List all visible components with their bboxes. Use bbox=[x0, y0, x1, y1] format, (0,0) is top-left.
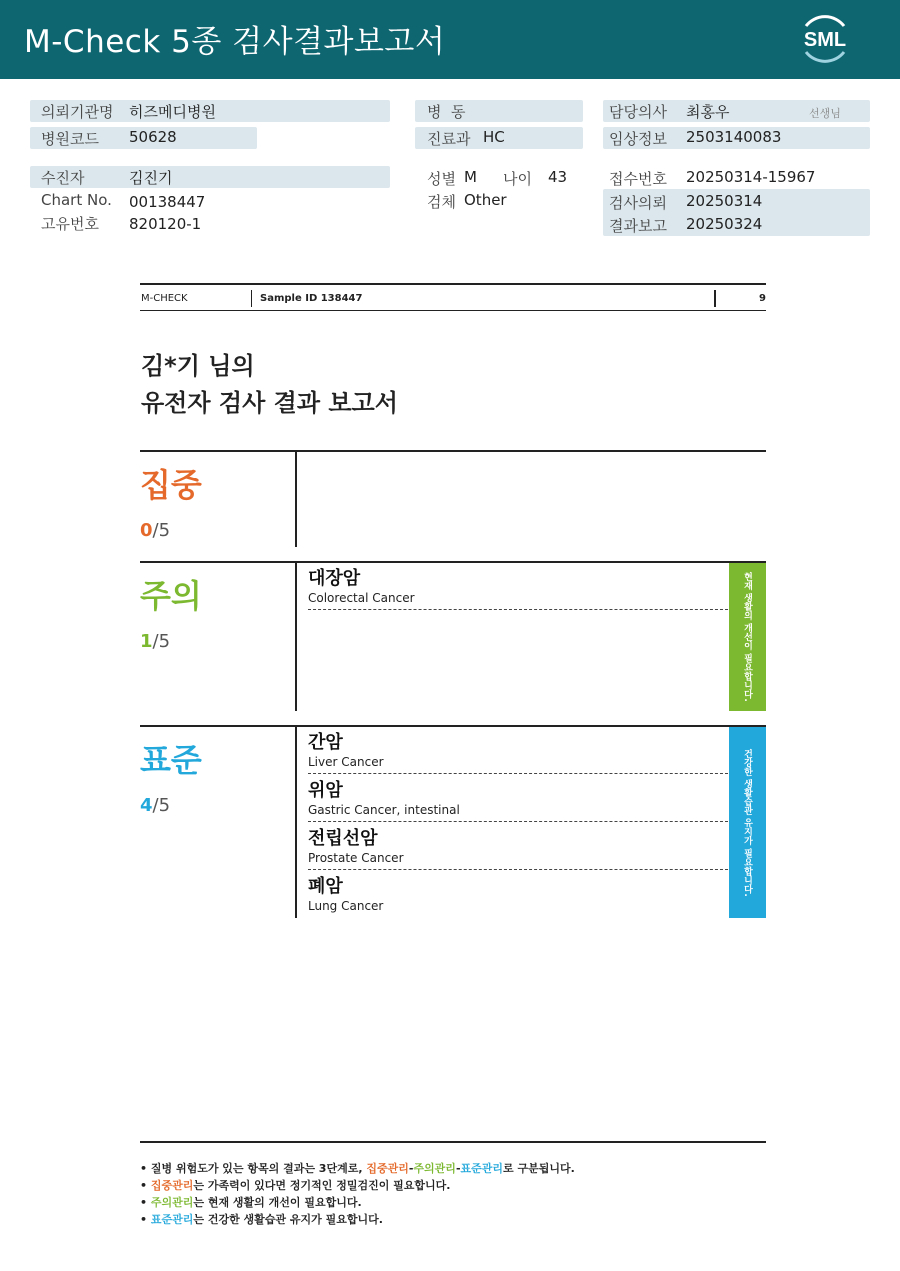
footnote-4 bbox=[140, 1211, 383, 1227]
report-top-rule bbox=[140, 283, 766, 285]
disease-name-ko: 간암 bbox=[308, 732, 343, 753]
report-brand: M-CHECK bbox=[141, 293, 188, 304]
caution-side-bar bbox=[729, 563, 766, 711]
disease-name-ko: 폐암 bbox=[308, 876, 343, 897]
chart-no-value: 00138447 bbox=[129, 193, 206, 211]
institution-label: 의뢰기관명 bbox=[41, 103, 114, 121]
doctor-label: 담당의사 bbox=[609, 103, 667, 121]
doctor-value: 최홍우 bbox=[686, 103, 730, 121]
focus-top-rule bbox=[140, 450, 766, 452]
caution-vertical-rule bbox=[295, 561, 297, 711]
disease-gastric bbox=[308, 780, 728, 818]
clinical-info-label: 임상정보 bbox=[609, 130, 667, 148]
specimen-label: 검체 bbox=[427, 193, 456, 211]
disease-liver bbox=[308, 732, 728, 770]
standard-side-text: 건강한 생활습관 유지가 필요합니다. bbox=[742, 748, 752, 897]
disease-separator bbox=[308, 821, 728, 822]
age-value: 43 bbox=[548, 168, 568, 186]
sex-label: 성별 bbox=[427, 170, 456, 188]
focus-category-name: 집중 bbox=[140, 466, 202, 504]
caution-side-text: 현재 생활의 개선이 필요합니다. bbox=[742, 572, 752, 702]
bullet: • bbox=[140, 1179, 148, 1192]
bullet: • bbox=[140, 1213, 148, 1226]
report-title: M-Check 5종 검사결과보고서 bbox=[24, 24, 446, 60]
receipt-no-value: 20250314-15967 bbox=[686, 168, 816, 186]
hospital-code-label: 병원코드 bbox=[41, 130, 99, 148]
caution-count-total: /5 bbox=[152, 631, 171, 652]
focus-count bbox=[140, 520, 170, 541]
clinical-info-value: 2503140083 bbox=[686, 128, 782, 146]
receipt-no-label: 접수번호 bbox=[609, 170, 667, 188]
bullet: • bbox=[140, 1162, 148, 1175]
footnote-1-sep2: - bbox=[455, 1162, 461, 1175]
chart-no-label: Chart No. bbox=[41, 191, 112, 209]
sample-id: Sample ID 138447 bbox=[260, 293, 363, 304]
caution-top-rule bbox=[140, 561, 766, 563]
test-request-value: 20250314 bbox=[686, 192, 763, 210]
disease-name-en: Liver Cancer bbox=[308, 755, 384, 769]
report-title-line1: 김*기 님의 bbox=[141, 352, 255, 380]
footnote-2 bbox=[140, 1177, 451, 1193]
department-label: 진료과 bbox=[427, 130, 471, 148]
standard-count-value: 4 bbox=[140, 795, 153, 816]
footnote-2-rest: 는 가족력이 있다면 정기적인 정밀검진이 필요합니다. bbox=[193, 1179, 451, 1192]
footnote-3-rest: 는 현재 생활의 개선이 필요합니다. bbox=[193, 1196, 362, 1209]
standard-category-name: 표준 bbox=[140, 741, 202, 779]
sex-value: M bbox=[464, 168, 477, 186]
disease-name-ko: 전립선암 bbox=[308, 828, 378, 849]
specimen-value: Other bbox=[464, 191, 507, 209]
footnote-1-caution: 주의관리 bbox=[413, 1162, 456, 1175]
department-value: HC bbox=[483, 128, 505, 146]
report-divider-1 bbox=[251, 290, 252, 307]
standard-side-bar bbox=[729, 727, 766, 918]
disease-separator bbox=[308, 609, 728, 610]
bullet: • bbox=[140, 1196, 148, 1209]
footnote-1-standard: 표준관리 bbox=[460, 1162, 504, 1175]
disease-name-ko: 위암 bbox=[308, 780, 343, 801]
disease-lung bbox=[308, 876, 728, 914]
standard-top-rule bbox=[140, 725, 766, 727]
disease-separator bbox=[308, 773, 728, 774]
footnote-rule bbox=[140, 1141, 766, 1143]
focus-count-value: 0 bbox=[140, 520, 153, 541]
ward-label: 병 동 bbox=[427, 103, 466, 121]
institution-value: 히즈메디병원 bbox=[129, 103, 216, 121]
disease-name-en: Prostate Cancer bbox=[308, 851, 404, 865]
footnote-1-post: 로 구분됩니다. bbox=[503, 1162, 575, 1175]
standard-count bbox=[140, 795, 170, 816]
caution-category-name: 주의 bbox=[140, 577, 202, 615]
footnote-2-key: 집중관리 bbox=[150, 1179, 194, 1192]
report-divider-2 bbox=[714, 290, 716, 307]
footnote-3 bbox=[140, 1194, 362, 1210]
report-title-line2: 유전자 검사 결과 보고서 bbox=[141, 389, 398, 417]
disease-name-en: Lung Cancer bbox=[308, 899, 384, 913]
standard-count-total: /5 bbox=[152, 795, 171, 816]
report-header bbox=[0, 0, 900, 79]
focus-vertical-rule bbox=[295, 450, 297, 547]
standard-vertical-rule bbox=[295, 725, 297, 918]
footnote-3-key: 주의관리 bbox=[150, 1196, 194, 1209]
unique-no-label: 고유번호 bbox=[41, 215, 99, 233]
disease-prostate bbox=[308, 828, 728, 866]
footnote-1-pre: 질병 위험도가 있는 항목의 결과는 3단계로, bbox=[150, 1162, 367, 1175]
patient-label: 수진자 bbox=[41, 169, 85, 187]
footnote-1-sep1: - bbox=[408, 1162, 414, 1175]
page-number: 9 bbox=[759, 293, 766, 304]
test-request-label: 검사의뢰 bbox=[609, 194, 667, 212]
patient-value: 김진기 bbox=[129, 169, 173, 187]
hospital-code-value: 50628 bbox=[129, 128, 177, 146]
unique-no-value: 820120-1 bbox=[129, 215, 202, 233]
footnote-4-rest: 는 건강한 생활습관 유지가 필요합니다. bbox=[193, 1213, 383, 1226]
disease-name-en: Gastric Cancer, intestinal bbox=[308, 803, 460, 817]
disease-name-ko: 대장암 bbox=[308, 568, 361, 589]
caution-count-value: 1 bbox=[140, 631, 153, 652]
report-sub-rule bbox=[140, 310, 766, 311]
disease-name-en: Colorectal Cancer bbox=[308, 591, 415, 605]
focus-count-total: /5 bbox=[152, 520, 171, 541]
caution-count bbox=[140, 631, 170, 652]
doctor-suffix: 선생님 bbox=[809, 107, 841, 120]
sml-logo bbox=[796, 12, 854, 66]
footnote-4-key: 표준관리 bbox=[150, 1213, 194, 1226]
logo-text: SML bbox=[803, 29, 847, 51]
result-report-value: 20250324 bbox=[686, 215, 763, 233]
disease-separator bbox=[308, 869, 728, 870]
footnote-1 bbox=[140, 1160, 575, 1176]
disease-colorectal bbox=[308, 568, 728, 606]
footnote-1-focus: 집중관리 bbox=[366, 1162, 409, 1175]
result-report-label: 결과보고 bbox=[609, 217, 667, 235]
age-label: 나이 bbox=[503, 170, 532, 188]
